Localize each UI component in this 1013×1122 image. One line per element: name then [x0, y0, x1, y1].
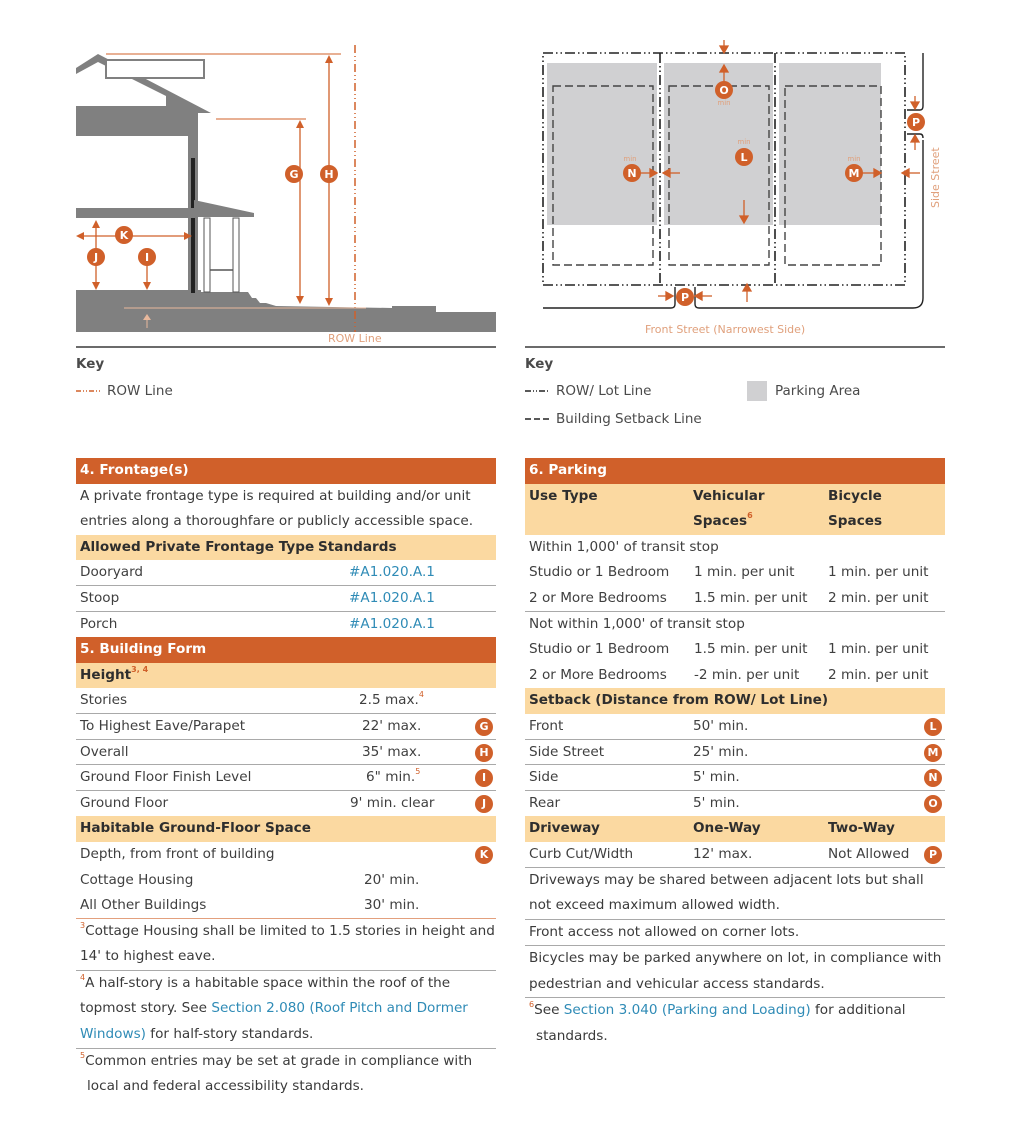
table-row: 2 or More Bedrooms -2 min. per unit 2 min. per unit: [529, 666, 929, 683]
section-header-parking: 6. Parking: [525, 458, 945, 484]
black-dash-dot-icon: [525, 389, 549, 393]
svg-text:J: J: [93, 251, 99, 264]
badge-h-icon: H: [475, 744, 493, 762]
key-item-label: ROW Line: [107, 383, 173, 399]
row-value: 35' max.: [362, 743, 422, 760]
row-value: 9' min. clear: [350, 794, 435, 811]
right-tables: [525, 458, 945, 1050]
left-key: [76, 352, 496, 399]
header-use-type: Use Type: [529, 487, 598, 504]
row-value: 20' min.: [364, 871, 420, 888]
table-row: [76, 765, 496, 791]
row-label: Stories: [80, 692, 128, 709]
standard-link[interactable]: #A1.020.A.1: [349, 589, 435, 606]
row-label: Depth, from front of building: [80, 845, 275, 862]
height-title: Height: [80, 666, 132, 683]
front-street-label: Front Street (Narrowest Side): [645, 323, 806, 336]
svg-text:O: O: [719, 84, 729, 97]
table-row: [76, 612, 496, 638]
key-item-setback-line: [525, 407, 702, 431]
row-label: Cottage Housing: [80, 871, 194, 888]
svg-text:P: P: [680, 291, 690, 304]
row-label: All Other Buildings: [80, 897, 207, 914]
table-row: 2 or More Bedrooms 1.5 min. per unit 2 min. per unit: [525, 586, 945, 612]
left-tables: [76, 458, 496, 1100]
group-label: Within 1,000' of transit stop: [529, 538, 719, 555]
section-header-frontage: 4. Frontage(s): [76, 458, 496, 484]
standard-link[interactable]: #A1.020.A.1: [349, 615, 435, 632]
badge-p-icon: P: [924, 846, 942, 864]
key-item-lot-line: [525, 379, 651, 403]
svg-text:G: G: [289, 168, 299, 181]
footnote-6: $^6$See Section 3.040 (Parking and Loading) for additional standards.: [529, 1000, 906, 1045]
table-row: Side Street 25' min. M: [525, 740, 945, 766]
svg-text:M: M: [848, 167, 860, 180]
side-street-label: Side Street: [929, 147, 942, 208]
row-label: Overall: [80, 743, 129, 760]
badge-g-icon: G: [475, 718, 493, 736]
svg-text:min: min: [847, 155, 861, 163]
svg-text:H: H: [324, 168, 334, 181]
table-row: [76, 586, 496, 612]
table-row: [76, 791, 496, 817]
badge-n-icon: N: [924, 769, 942, 787]
frontage-type: Porch: [80, 615, 118, 632]
right-key: [525, 352, 945, 427]
orange-dash-dot-icon: [76, 389, 100, 393]
footnote-3: $^3$Cottage Housing shall be limited to 1.5 stories in height and 14' to highest eave.: [76, 919, 496, 971]
footnote-ref: 6: [747, 511, 753, 521]
frontage-type: Dooryard: [80, 564, 144, 581]
key-title: Key: [525, 356, 554, 372]
badge-i-icon: I: [475, 769, 493, 787]
diagram-divider: [525, 346, 945, 348]
parking-area-swatch-icon: [747, 381, 767, 401]
footnote-4: $^4$A half-story is a habitable space within the roof of the topmost story. See Section 2.080 (Roof Pitch and Dormer Windows) for half-story standards.: [76, 971, 496, 1049]
row-label: Ground Floor: [80, 794, 169, 811]
setback-subheader: Setback (Distance from ROW/ Lot Line): [525, 688, 945, 714]
row-value: 6" min.$^5$: [366, 767, 421, 786]
frontage-description: A private frontage type is required at building and/or unit entries along a thoroughfare or publicly accessible space.: [80, 487, 474, 530]
row-label: Ground Floor Finish Level: [80, 769, 252, 786]
table-row: [76, 688, 496, 714]
lot-plan-diagram: [525, 40, 945, 348]
table-row: Curb Cut/Width 12' max. Not Allowed P: [525, 842, 945, 868]
header-standards: Standards: [318, 538, 397, 555]
table-row: Studio or 1 Bedroom 1 min. per unit 1 min. per unit: [529, 564, 929, 581]
parking-note: Driveways may be shared between adjacent lots but shall not exceed maximum allowed width.: [525, 868, 945, 920]
table-row: [76, 893, 496, 919]
section-2080-link[interactable]: Section 2.080 (Roof Pitch and Dormer Windows): [80, 1000, 468, 1043]
row-label: To Highest Eave/Parapet: [80, 717, 246, 734]
table-row: Front 50' min. L: [525, 714, 945, 740]
svg-text:P: P: [911, 116, 921, 129]
footnote-5: $^5$Common entries may be set at grade in compliance with local and federal accessibility standards.: [80, 1050, 473, 1095]
key-item-label: Building Setback Line: [556, 411, 702, 427]
parking-table-header: [525, 484, 945, 535]
height-subheader: [76, 663, 496, 689]
black-dash-icon: [525, 417, 549, 421]
header-vehicular: Vehicular: [693, 487, 765, 504]
svg-text:I: I: [144, 251, 150, 264]
svg-text:N: N: [627, 167, 637, 180]
row-value: 2.5 max.$^4$: [359, 690, 424, 709]
key-title: Key: [76, 356, 105, 372]
key-item-parking-area: [747, 379, 860, 403]
badge-m-icon: M: [924, 744, 942, 762]
footnote-ref: 4: [418, 690, 424, 700]
section-3040-link[interactable]: Section 3.040 (Parking and Loading): [563, 1002, 811, 1019]
habitable-subheader: Habitable Ground-Floor Space: [76, 816, 496, 842]
row-line-label: ROW Line: [328, 332, 382, 345]
header-frontage-type: Allowed Private Frontage Type: [80, 538, 315, 555]
badge-j-icon: J: [475, 795, 493, 813]
driveway-subheader: Driveway One-Way Two-Way: [525, 816, 945, 842]
table-row: Side 5' min. N: [525, 765, 945, 791]
diagram-divider: [76, 346, 496, 348]
key-item-label: Parking Area: [775, 383, 861, 399]
row-value: 30' min.: [364, 897, 420, 914]
standard-link[interactable]: #A1.020.A.1: [349, 564, 435, 581]
svg-text:min: min: [623, 155, 637, 163]
header-vehicular-spaces: Spaces$^6$: [693, 511, 753, 530]
footnote-ref: 5: [415, 767, 421, 777]
parking-note: Bicycles may be parked anywhere on lot, in compliance with pedestrian and vehicular access standards.: [525, 946, 945, 998]
row-value: 22' max.: [362, 717, 422, 734]
svg-text:L: L: [740, 151, 748, 164]
table-row: Studio or 1 Bedroom 1.5 min. per unit 1 min. per unit: [529, 641, 929, 658]
header-bicycle-spaces: Spaces: [828, 513, 883, 530]
table-row: [76, 842, 496, 868]
badge-k-icon: K: [475, 846, 493, 864]
table-row: Rear 5' min. O: [525, 791, 945, 817]
key-item-row-line: [76, 379, 173, 403]
svg-text:K: K: [119, 229, 129, 242]
table-row: [76, 868, 496, 894]
group-label: Not within 1,000' of transit stop: [529, 615, 745, 632]
table-row: [76, 740, 496, 766]
badge-o-icon: O: [924, 795, 942, 813]
frontage-table-header: [76, 535, 496, 561]
parking-note: Front access not allowed on corner lots.: [525, 920, 945, 947]
section-header-building-form: 5. Building Form: [76, 637, 496, 663]
header-bicycle: Bicycle: [828, 487, 882, 504]
svg-text:min: min: [737, 138, 751, 146]
footnote-ref: 3, 4: [131, 664, 149, 674]
table-row: [76, 560, 496, 586]
svg-text:min: min: [717, 99, 731, 107]
frontage-type: Stoop: [80, 589, 120, 606]
table-row: [76, 714, 496, 740]
badge-l-icon: L: [924, 718, 942, 736]
building-section-diagram: [76, 40, 496, 348]
key-item-label: ROW/ Lot Line: [556, 383, 652, 399]
